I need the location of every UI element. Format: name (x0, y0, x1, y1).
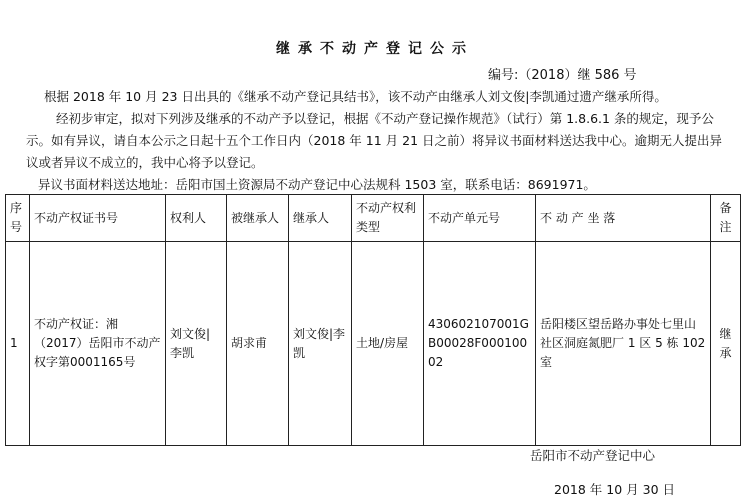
cell-index: 1 (6, 242, 30, 446)
paragraph-intro: 根据 2018 年 10 月 23 日出具的《继承不动产登记具结书》，该不动产由继承人刘文俊|李凯通过遗产继承所得。 (44, 89, 667, 104)
cell-holder: 刘文俊|李凯 (166, 242, 227, 446)
footer-date: 2018 年 10 月 30 日 (554, 482, 675, 497)
cell-heir: 刘文俊|李凯 (289, 242, 352, 446)
paragraph-address: 异议书面材料送达地址：岳阳市国土资源局不动产登记中心法规科 1503 室，联系电话：8691971。 (38, 177, 596, 192)
cell-cert-no: 不动产权证：湘（2017）岳阳市不动产权字第0001165号 (30, 242, 166, 446)
header-holder: 权利人 (166, 195, 227, 242)
document-number: 编号:（2018）继 586 号 (488, 68, 637, 83)
page-title: 继承不动产登记公示 (276, 41, 474, 57)
footer-organization: 岳阳市不动产登记中心 (530, 448, 656, 463)
table-header-row (6, 195, 741, 242)
header-location: 不 动 产 坐 落 (536, 195, 711, 242)
paragraph-notice: 经初步审定，拟对下列涉及继承的不动产予以登记，根据《不动产登记操作规范》（试行）第 1.8.6.1 条的规定，现予公示。如有异议，请自本公示之日起十五个工作日内（2018 年 11 月 21 日之前）将异议书面材料送达我中心。逾期无人提出异议或者异议不成立的，我中心将予以登记。 (26, 111, 722, 170)
header-remark: 备注 (711, 195, 741, 242)
header-unit-no: 不动产单元号 (424, 195, 536, 242)
header-deceased: 被继承人 (227, 195, 289, 242)
cell-location: 岳阳楼区望岳路办事处七里山社区洞庭氮肥厂 1 区 5 栋 102 室 (536, 242, 711, 446)
header-heir: 继承人 (289, 195, 352, 242)
registration-table (5, 194, 741, 446)
header-index: 序号 (6, 195, 30, 242)
cell-deceased: 胡求甫 (227, 242, 289, 446)
cell-remark: 继承 (711, 242, 741, 446)
header-right-type: 不动产权利类型 (352, 195, 424, 242)
header-cert-no: 不动产权证书号 (30, 195, 166, 242)
cell-right-type: 土地/房屋 (352, 242, 424, 446)
table-row (6, 242, 741, 446)
cell-unit-no: 430602107001GB00028F00010002 (424, 242, 536, 446)
